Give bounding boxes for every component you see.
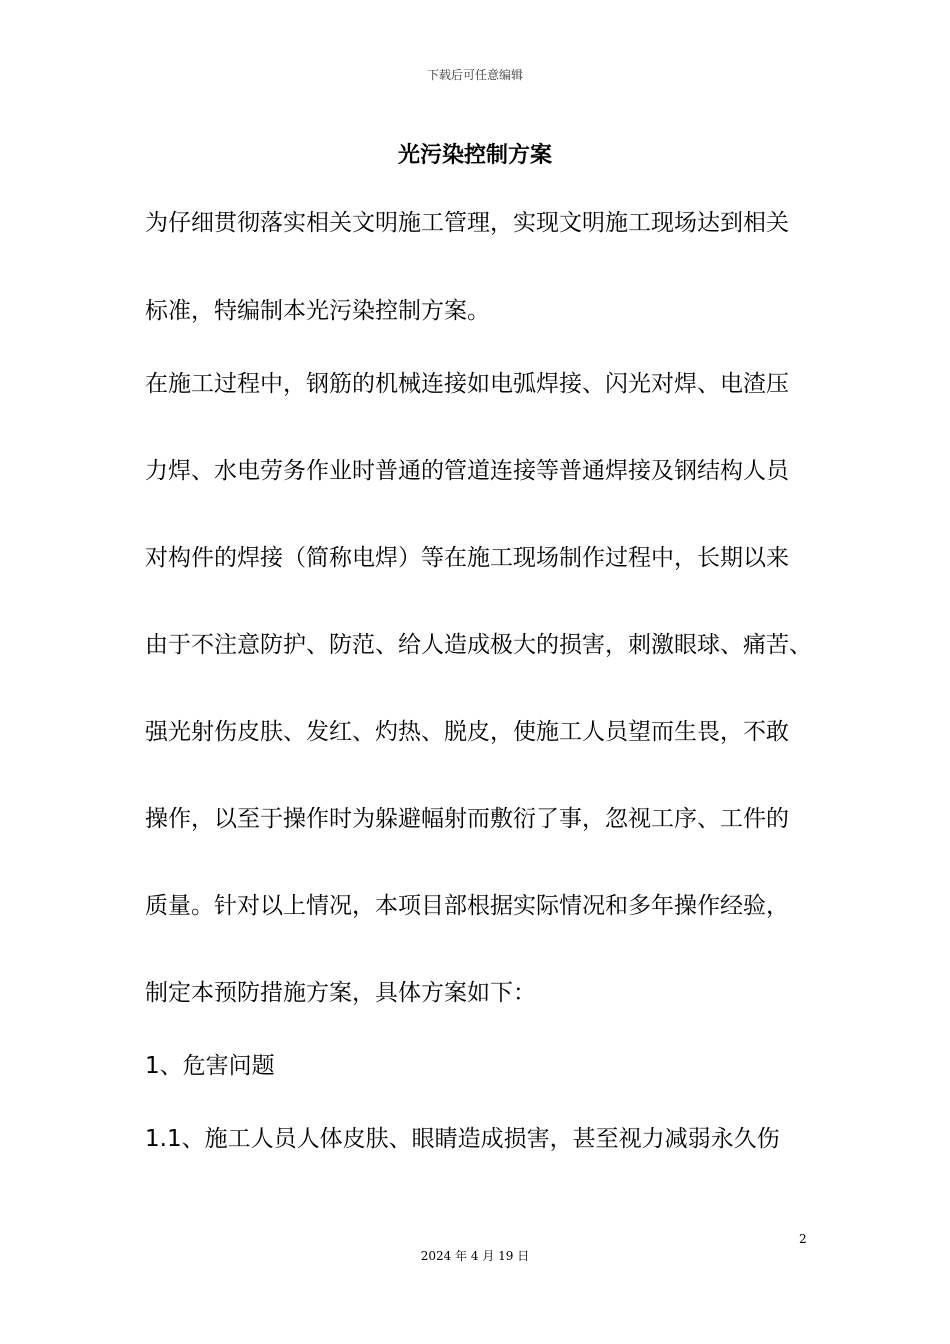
body-line: 制定本预防措施方案，具体方案如下： [145, 980, 536, 1006]
body-line: 标准，特编制本光污染控制方案。 [145, 298, 490, 324]
body-line: 由于不注意防护、防范、给人造成极大的损害，刺激眼球、痛苦、 [145, 632, 812, 658]
body-line: 为仔细贯彻落实相关文明施工管理，实现文明施工现场达到相关 [145, 210, 789, 236]
body-line: 在施工过程中，钢筋的机械连接如电弧焊接、闪光对焊、电渣压 [145, 371, 789, 397]
body-line: 操作，以至于操作时为躲避幅射而敷衍了事，忽视工序、工件的 [145, 806, 789, 832]
page-number: 2 [799, 1232, 807, 1246]
document-title: 光污染控制方案 [397, 143, 552, 168]
body-line: 1.1、施工人员人体皮肤、眼睛造成损害，甚至视力减弱永久伤 [145, 1126, 780, 1152]
body-line: 质量。针对以上情况，本项目部根据实际情况和多年操作经验， [145, 893, 789, 919]
body-line: 对构件的焊接（简称电焊）等在施工现场制作过程中，长期以来 [145, 545, 789, 571]
body-line: 力焊、水电劳务作业时普通的管道连接等普通焊接及钢结构人员 [145, 458, 789, 484]
page-header: 下载后可任意编辑 [426, 68, 523, 82]
section-heading: 1、危害问题 [145, 1053, 275, 1079]
page-footer-date: 2024 年 4 月 19 日 [420, 1249, 530, 1263]
body-line: 强光射伤皮肤、发红、灼热、脱皮，使施工人员望而生畏，不敢 [145, 719, 789, 745]
